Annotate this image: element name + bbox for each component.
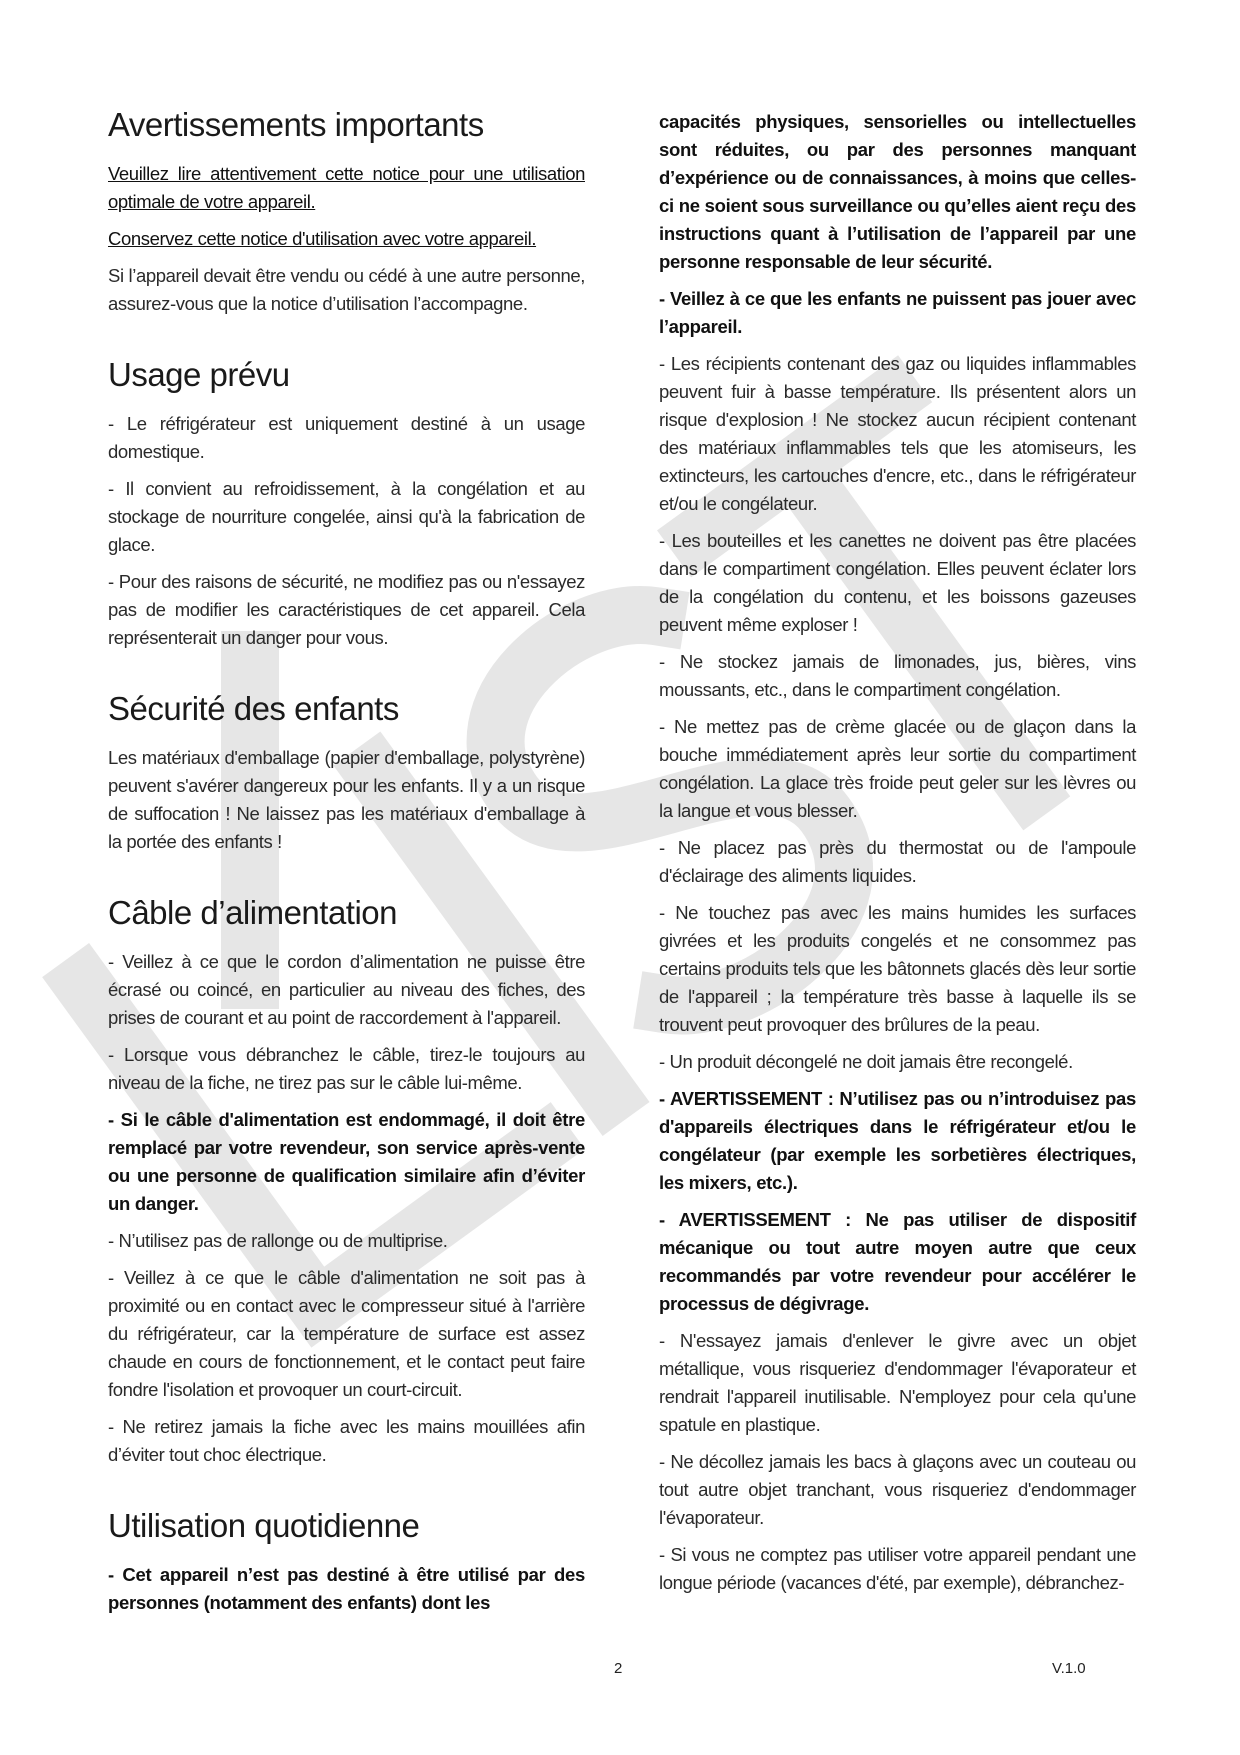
paragraph-bold: capacités physiques, sensorielles ou intellectuelles sont réduites, ou par des personnes manquant d’expérience ou de connaissances, à moins que celles-ci ne soient sous surveillance ou qu’elles aient reçu des instructions quant à l’utilisation de l’appareil par une personne responsable de leur sécurité. [659, 111, 1136, 272]
paragraph: - Ne placez pas près du thermostat ou de l'ampoule d'éclairage des aliments liquides. [659, 837, 1136, 886]
paragraph: - Si vous ne comptez pas utiliser votre appareil pendant une longue période (vacances d'été, par exemple), débranchez- [659, 1544, 1136, 1593]
paragraph: - Ne mettez pas de crème glacée ou de glaçon dans la bouche immédiatement après leur sortie du compartiment congélation. La glace très froide peut geler sur les lèvres ou la langue et vous blesser. [659, 716, 1136, 821]
left-column [108, 106, 585, 1626]
paragraph: - Ne touchez pas avec les mains humides les surfaces givrées et les produits congelés et ne consommez pas certains produits tels que les bâtonnets glacés dès leur sortie de l'appareil ; la température très basse à laquelle ils se trouvent peut provoquer des brûlures de la peau. [659, 902, 1136, 1035]
paragraph-bold: - Veillez à ce que les enfants ne puissent pas jouer avec l’appareil. [659, 288, 1136, 337]
section-power-cable [108, 894, 585, 1469]
paragraph: - Il convient au refroidissement, à la congélation et au stockage de nourriture congelée, ainsi qu'à la fabrication de glace. [108, 478, 585, 555]
section-title: Usage prévu [108, 356, 290, 393]
paragraph: - Le réfrigérateur est uniquement destiné à un usage domestique. [108, 413, 585, 462]
paragraph: - Ne décollez jamais les bacs à glaçons avec un couteau ou tout autre objet tranchant, vous risqueriez d'endommager l'évaporateur. [659, 1451, 1136, 1528]
version-label: V.1.0 [1052, 1660, 1086, 1677]
paragraph: - Un produit décongelé ne doit jamais être recongelé. [659, 1051, 1073, 1072]
paragraph: Les matériaux d'emballage (papier d'emballage, polystyrène) peuvent s'avérer dangereux pour les enfants. Il y a un risque de suffocation ! Ne laissez pas les matériaux d'emballage à la portée des enfants ! [108, 747, 585, 852]
right-column [659, 108, 1136, 1606]
section-title: Utilisation quotidienne [108, 1507, 420, 1544]
paragraph: - N’utilisez pas de rallonge ou de multiprise. [108, 1230, 448, 1251]
paragraph: Veuillez lire attentivement cette notice pour une utilisation optimale de votre appareil. [108, 163, 585, 212]
paragraph: - Veillez à ce que le câble d'alimentation ne soit pas à proximité ou en contact avec le compresseur situé à l'arrière du réfrigérateur, car la température de surface est assez chaude en cours de fonctionnement, et le contact peut faire fondre l'isolation et provoquer un court-circuit. [108, 1267, 585, 1400]
paragraph-bold: - Si le câble d'alimentation est endommagé, il doit être remplacé par votre revendeur, son service après-vente ou une personne de qualification similaire afin d’éviter un danger. [108, 1109, 585, 1214]
page-number: 2 [614, 1660, 623, 1677]
paragraph: - Les récipients contenant des gaz ou liquides inflammables peuvent fuir à basse température. Ils présentent alors un risque d'explosion ! Ne stockez aucun récipient contenant des matériaux inflammables tels que les atomiseurs, les extincteurs, les cartouches d'encre, etc., dans le réfrigérateur et/ou le congélateur. [659, 353, 1136, 514]
paragraph: - N'essayez jamais d'enlever le givre avec un objet métallique, vous risqueriez d'endommager l'évaporateur et rendrait l'appareil inutilisable. N'employez pour cela qu'une spatule en plastique. [659, 1330, 1136, 1435]
paragraph-bold: - Cet appareil n’est pas destiné à être utilisé par des personnes (notamment des enfants) dont les [108, 1564, 585, 1613]
section-title: Avertissements importants [108, 106, 484, 143]
paragraph: - Ne stockez jamais de limonades, jus, bières, vins moussants, etc., dans le compartiment congélation. [659, 651, 1136, 700]
section-child-safety [108, 690, 585, 856]
paragraph: - Ne retirez jamais la fiche avec les mains mouillées afin d’éviter tout choc électrique. [108, 1416, 585, 1465]
section-important-warnings [108, 106, 585, 318]
paragraph: - Veillez à ce que le cordon d’alimentation ne puisse être écrasé ou coincé, en particulier au niveau des fiches, des prises de courant et au point de raccordement à l'appareil. [108, 951, 585, 1028]
section-intended-use [108, 356, 585, 652]
section-title: Câble d’alimentation [108, 894, 398, 931]
paragraph-bold: - AVERTISSEMENT : N’utilisez pas ou n’introduisez pas d'appareils électriques dans le réfrigérateur et/ou le congélateur (par exemple les sorbetières électriques, les mixers, etc.). [659, 1088, 1136, 1193]
paragraph: - Lorsque vous débranchez le câble, tirez-le toujours au niveau de la fiche, ne tirez pas sur le câble lui-même. [108, 1044, 585, 1093]
section-title: Sécurité des enfants [108, 690, 399, 727]
paragraph-bold: - AVERTISSEMENT : Ne pas utiliser de dispositif mécanique ou tout autre moyen autre que ceux recommandés par votre revendeur pour accélérer le processus de dégivrage. [659, 1209, 1136, 1314]
paragraph: - Pour des raisons de sécurité, ne modifiez pas ou n'essayez pas de modifier les caractéristiques de cet appareil. Cela représenterait un danger pour vous. [108, 571, 585, 648]
section-daily-use [108, 1507, 585, 1617]
paragraph: Si l’appareil devait être vendu ou cédé à une autre personne, assurez-vous que la notice d’utilisation l’accompagne. [108, 265, 585, 314]
paragraph: Conservez cette notice d'utilisation avec votre appareil. [108, 228, 537, 249]
paragraph: - Les bouteilles et les canettes ne doivent pas être placées dans le compartiment congélation. Elles peuvent éclater lors de la congélation du contenu, et les boissons gazeuses peuvent même exploser ! [659, 530, 1136, 635]
